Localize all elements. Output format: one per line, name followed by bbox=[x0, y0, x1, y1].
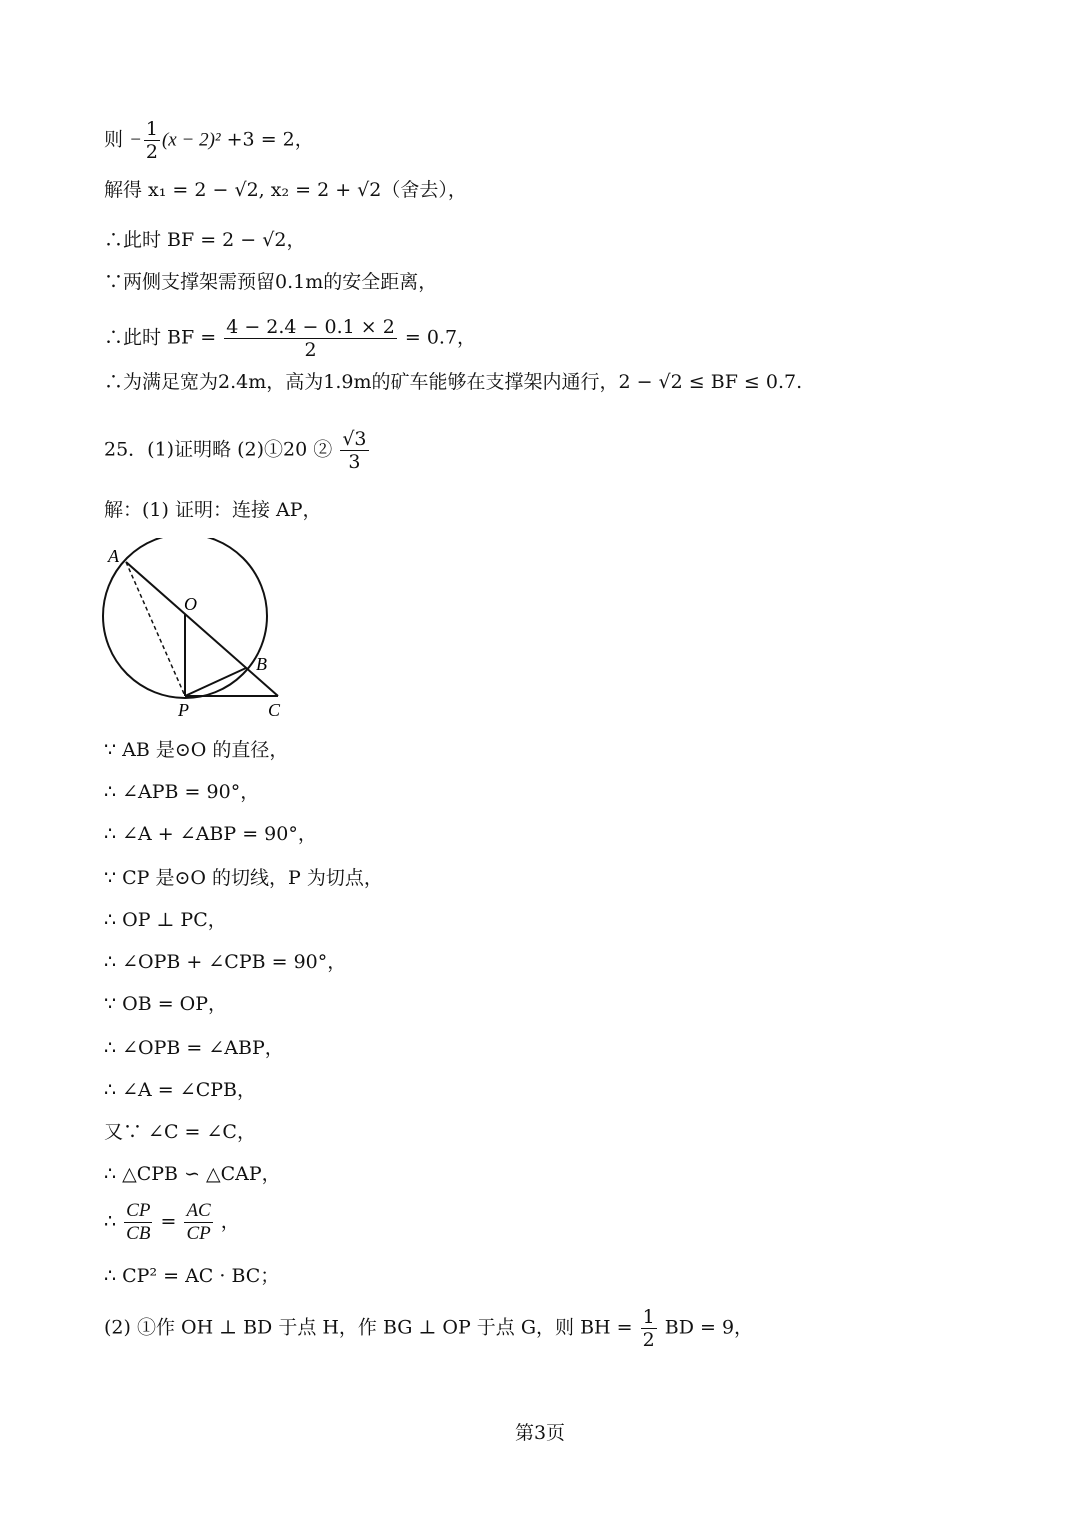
frac-num: 4 − 2.4 − 0.1 × 2 bbox=[226, 316, 395, 338]
line-ac bbox=[126, 562, 278, 696]
solution-line-20 bbox=[104, 1200, 240, 1245]
label-o: O bbox=[184, 594, 197, 614]
text-rest: = 0.7， bbox=[404, 326, 477, 349]
geometry-figure bbox=[98, 538, 298, 723]
text-prefix: ∴此时 BF = bbox=[104, 326, 217, 349]
solution-line-12: ∵ CP 是⊙O 的切线，P 为切点， bbox=[104, 867, 383, 889]
label-c: C bbox=[268, 700, 281, 720]
solution-line-21: ∴ CP² = AC · BC； bbox=[104, 1265, 280, 1287]
solution-line-5 bbox=[104, 316, 476, 361]
solution-line-18: 又∵ ∠C = ∠C， bbox=[104, 1121, 256, 1143]
fraction bbox=[340, 428, 368, 473]
frac-den: 2 bbox=[145, 141, 158, 163]
solution-line-3: ∴此时 BF = 2 − √2， bbox=[104, 229, 306, 251]
text-prefix: 25．(1)证明略 (2)①20 ② bbox=[104, 438, 333, 461]
frac-num: AC bbox=[186, 1200, 211, 1221]
line-ap-dashed bbox=[126, 562, 185, 696]
text-rest: +3 = 2， bbox=[226, 128, 314, 151]
solution-line-2: 解得 x₁ = 2 − √2, x₂ = 2 + √2（舍去）， bbox=[104, 179, 467, 201]
solution-line-15: ∵ OB = OP， bbox=[104, 993, 228, 1015]
solution-line-16: ∴ ∠OPB = ∠ABP， bbox=[104, 1037, 284, 1059]
frac-den: CB bbox=[126, 1223, 151, 1244]
page-number: 第3页 bbox=[514, 1422, 566, 1444]
frac-den: 3 bbox=[348, 451, 361, 473]
frac-num: 1 bbox=[145, 118, 158, 140]
frac-den: 2 bbox=[304, 339, 317, 361]
solution-line-11: ∴ ∠A + ∠ABP = 90°， bbox=[104, 823, 317, 845]
equals-sign: = bbox=[160, 1210, 177, 1233]
solution-line-9: ∵ AB 是⊙O 的直径， bbox=[104, 739, 289, 761]
frac-num: 1 bbox=[642, 1306, 655, 1328]
fraction bbox=[144, 118, 160, 163]
solution-line-1: 则 − $\frac{1}{2}$ (x − 2)² +3 = 2， bbox=[104, 118, 314, 163]
text-prefix: 则 bbox=[104, 128, 124, 151]
solution-line-6: ∴为满足宽为2.4m，高为1.9m的矿车能够在支撑架内通行，2 − √2 ≤ BF ≤ 0.7. bbox=[104, 371, 803, 393]
label-p: P bbox=[178, 700, 189, 720]
solution-line-22 bbox=[104, 1306, 753, 1351]
solution-line-17: ∴ ∠A = ∠CPB， bbox=[104, 1079, 256, 1101]
fraction-1 bbox=[124, 1200, 152, 1245]
answer-line-25 bbox=[104, 428, 371, 473]
solution-line-19: ∴ △CPB ∽ △CAP， bbox=[104, 1163, 281, 1185]
solution-line-8: 解：(1) 证明：连接 AP， bbox=[104, 499, 322, 521]
solution-line-4: ∵两侧支撑架需预留0.1m的安全距离， bbox=[104, 271, 438, 293]
solution-line-10: ∴ ∠APB = 90°， bbox=[104, 781, 260, 803]
frac-num: √3 bbox=[342, 428, 367, 450]
text-rest: ， bbox=[220, 1210, 240, 1233]
text-prefix: ∴ bbox=[104, 1210, 117, 1233]
fraction bbox=[641, 1306, 657, 1351]
solution-line-13: ∴ OP ⊥ PC， bbox=[104, 909, 227, 931]
text-rest: BD = 9， bbox=[664, 1316, 754, 1339]
fraction bbox=[224, 316, 397, 361]
label-b: B bbox=[256, 654, 267, 674]
fraction-2 bbox=[184, 1200, 212, 1245]
frac-den: CP bbox=[186, 1223, 211, 1244]
frac-num: CP bbox=[126, 1200, 151, 1221]
text-prefix: (2) ①作 OH ⊥ BD 于点 H，作 BG ⊥ OP 于点 G，则 BH = bbox=[104, 1316, 633, 1339]
label-a: A bbox=[108, 546, 119, 566]
frac-den: 2 bbox=[642, 1329, 655, 1351]
expression: (x − 2)² bbox=[161, 129, 221, 151]
solution-line-14: ∴ ∠OPB + ∠CPB = 90°， bbox=[104, 951, 347, 973]
